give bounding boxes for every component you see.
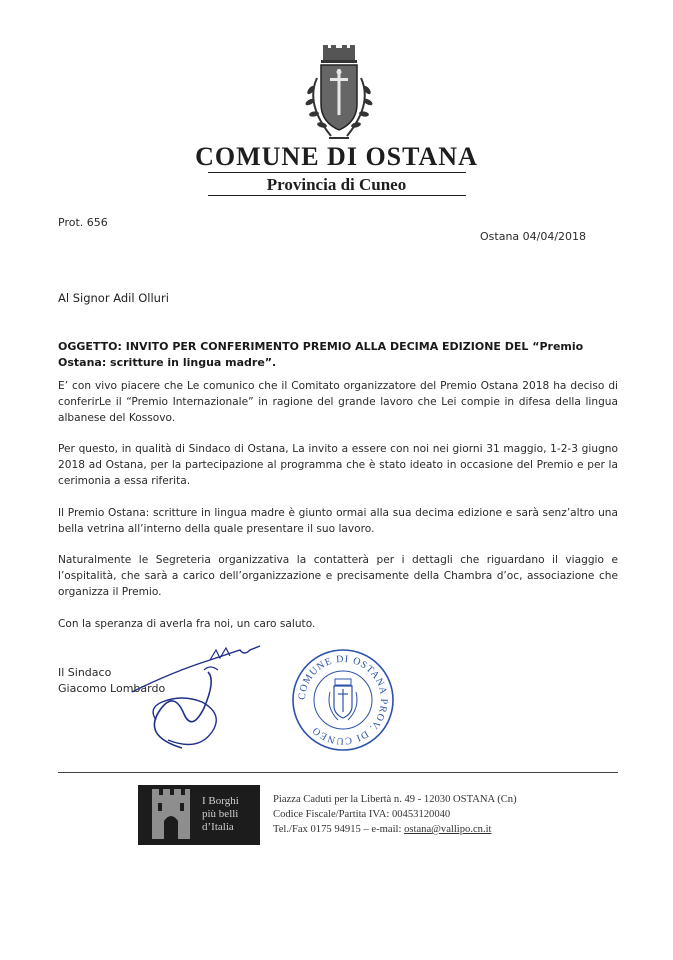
official-stamp-icon xyxy=(290,648,396,752)
province-subtitle: Provincia di Cuneo xyxy=(266,175,407,194)
closing-paragraph: Con la speranza di averla fra noi, un caro saluto. xyxy=(58,618,316,630)
borghi-logo xyxy=(138,785,260,845)
body-paragraph: Il Premio Ostana: scritture in lingua madre è giunto ormai alla sua decima edizione e sarà senz’altro una bella vetrina all’interno della quale presentare il suo lavoro. xyxy=(58,507,618,535)
logo-text-line: più belli xyxy=(202,808,239,820)
signer-role: Il Sindaco xyxy=(58,666,112,679)
body-paragraph: Naturalmente le Segreteria organizzativa la contatterà per i dettagli che riguardano il viaggio e l’ospitalità, che sarà a carico dell’organizzazione e precisamente della Chambra d’oc, associazione che organizza il Premio. xyxy=(58,554,618,598)
municipal-crest-icon xyxy=(293,44,385,146)
logo-text-line: I Borghi xyxy=(202,795,239,807)
footer-tax-code: Codice Fiscale/Partita IVA: 00453120040 xyxy=(273,809,451,820)
place-date: Ostana 04/04/2018 xyxy=(480,230,587,243)
signer-name: Giacomo Lombardo xyxy=(58,682,166,695)
province-divider xyxy=(208,195,466,196)
protocol-number: Prot. 656 xyxy=(58,216,108,229)
tower-icon xyxy=(144,789,198,841)
email-link[interactable]: ostana@vallipo.cn.it xyxy=(404,824,492,835)
municipality-title: COMUNE DI OSTANA xyxy=(195,142,478,171)
subject-line: OGGETTO: INVITO PER CONFERIMENTO PREMIO ALLA DECIMA EDIZIONE DEL “Premio Ostana: scritture in lingua madre”. xyxy=(58,340,584,369)
footer-divider xyxy=(58,772,618,773)
handwritten-signature-icon xyxy=(112,636,282,756)
stamp-text: COMUNE DI OSTANA PROV. DI CUNEO xyxy=(296,653,390,747)
footer-phone: Tel./Fax 0175 94915 – e-mail: xyxy=(273,824,405,835)
body-paragraph: Per questo, in qualità di Sindaco di Ostana, La invito a essere con noi nei giorni 31 maggio, 1-2-3 giugno 2018 ad Ostana, per la partecipazione al programma che è stato ideato in occasione del Premio e per la cerimonia a essa riferita. xyxy=(58,443,618,487)
footer-contacts xyxy=(273,822,492,837)
title-divider xyxy=(208,172,466,173)
logo-text-line: d’Italia xyxy=(202,821,234,833)
footer-address: Piazza Caduti per la Libertà n. 49 - 12030 OSTANA (Cn) xyxy=(273,794,517,805)
body-paragraph: E’ con vivo piacere che Le comunico che il Comitato organizzatore del Premio Ostana 2018 ha deciso di conferirLe il “Premio Internazionale” in ragione del grande lavoro che Lei compie in difesa della lingua albanese del Kossovo. xyxy=(58,380,618,424)
recipient-line: Al Signor Adil Olluri xyxy=(58,291,169,305)
